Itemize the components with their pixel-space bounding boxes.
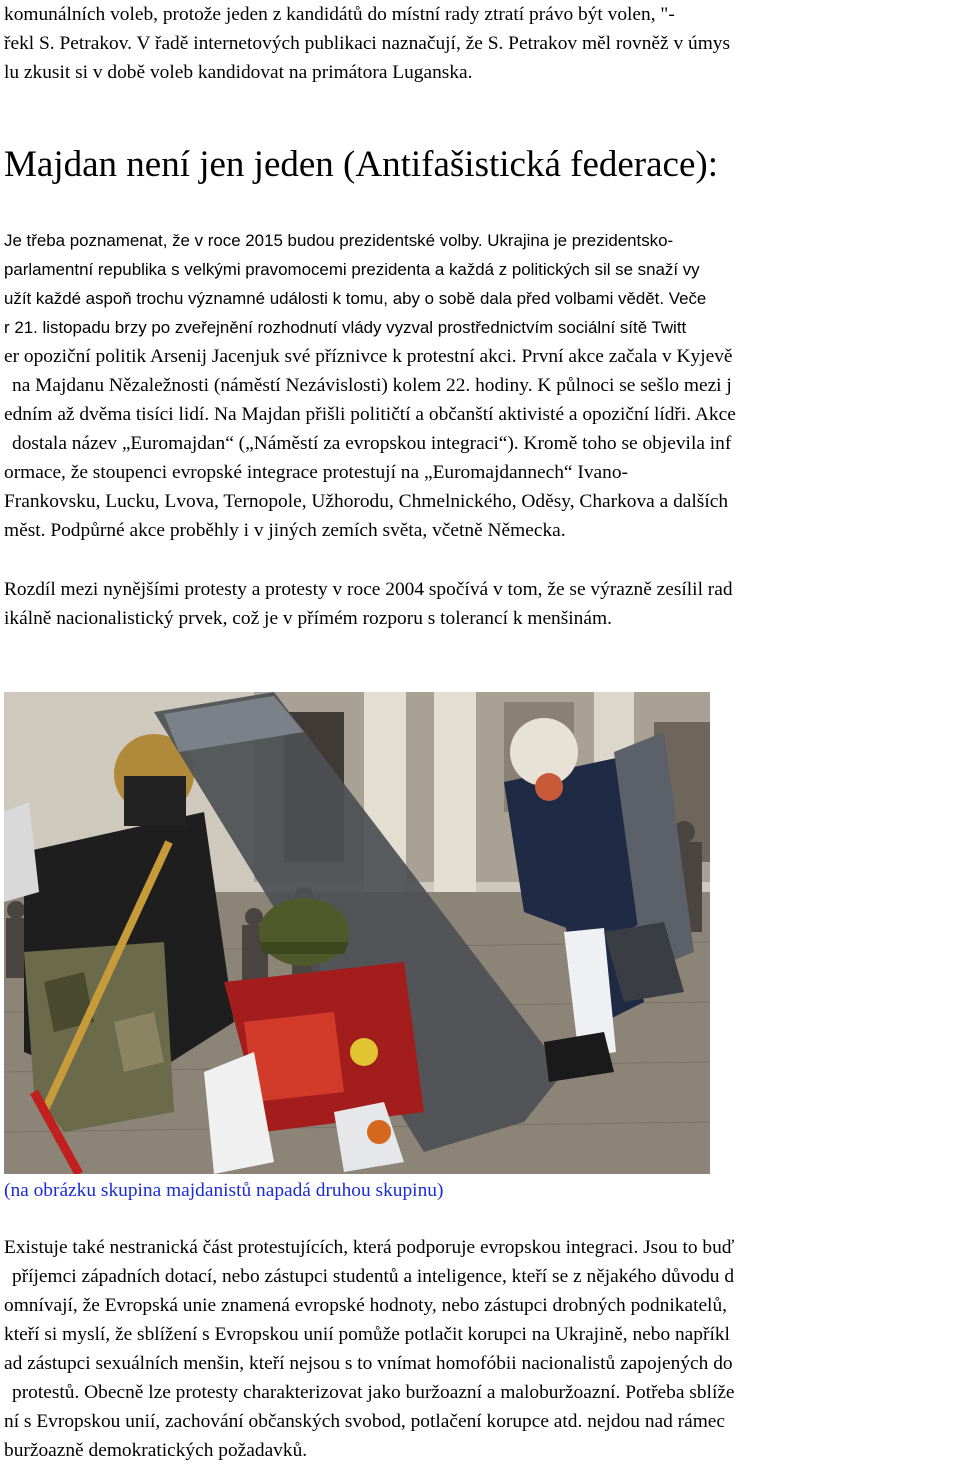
text-line: užít každé aspoň trochu významné události k tomu, aby o sobě dala před volbami vědět. Veče	[4, 289, 707, 308]
text-line: lu zkusit si v době voleb kandidovat na primátora Luganska.	[4, 62, 473, 83]
section-heading: Majdan není jen jeden (Antifašistická federace):	[4, 144, 718, 185]
text-line: ní s Evropskou unií, zachování občanských svobod, potlačení korupce atd. nejdou nad rámec	[4, 1411, 726, 1432]
paragraph-nonpartisan	[4, 1233, 958, 1465]
photo-caption: (na obrázku skupina majdanistů napadá druhou skupinu)	[4, 1180, 444, 1201]
text-line: příjemci západních dotací, nebo zástupci studentů a inteligence, kteří se z nějakého důvodu d	[12, 1266, 735, 1287]
text-line: r 21. listopadu brzy po zveřejnění rozhodnutí vlády vyzval prostřednictvím sociální sítě Twitt	[4, 318, 687, 337]
text-line: Existuje také nestranická část protestujících, která podporuje evropskou integraci. Jsou to buď	[4, 1237, 735, 1258]
paragraph-euromajdan	[4, 226, 958, 545]
text-line: Frankovsku, Lucku, Lvova, Ternopole, Užhorodu, Chmelnického, Oděsy, Charkova a dalších	[4, 491, 729, 512]
text-line: ad zástupci sexuálních menšin, kteří nejsou s to vnímat homofóbii nacionalistů zapojených do	[4, 1353, 733, 1374]
protest-photo	[4, 692, 710, 1174]
text-line: er opoziční politik Arsenij Jacenjuk své příznivce k protestní akci. První akce začala v Kyjevě	[4, 346, 733, 367]
text-line: řekl S. Petrakov. V řadě internetových publikaci naznačují, že S. Petrakov měl rovněž v úmys	[4, 33, 731, 54]
text-line: Rozdíl mezi nynějšími protesty a protesty v roce 2004 spočívá v tom, že se výrazně zesílil rad	[4, 579, 733, 600]
text-line: ormace, že stoupenci evropské integrace protestují na „Euromajdannech“ Ivano-	[4, 462, 628, 483]
text-line: na Majdanu Nězaležnosti (náměstí Nezávislosti) kolem 22. hodiny. K půlnoci se sešlo mezi j	[12, 375, 732, 396]
text-line: kteří si myslí, že sblížení s Evropskou unií pomůže potlačit korupci na Ukrajině, nebo napříkl	[4, 1324, 730, 1345]
text-line: dostala název „Euromajdan“ („Náměstí za evropskou integraci“). Kromě toho se objevila inf	[12, 433, 732, 454]
text-line: protestů. Obecně lze protesty charakterizovat jako buržoazní a maloburžoazní. Potřeba sblíže	[12, 1382, 735, 1403]
text-line: Je třeba poznamenat, že v roce 2015 budou prezidentské volby. Ukrajina je prezidentsko-	[4, 231, 674, 250]
text-line: měst. Podpůrné akce proběhly i v jiných zemích světa, včetně Německa.	[4, 520, 566, 541]
text-line: omnívají, že Evropská unie znamená evropské hodnoty, nebo zástupci drobných podnikatelů,	[4, 1295, 727, 1316]
text-line: buržoazně demokratických požadavků.	[4, 1440, 308, 1461]
text-line: parlamentní republika s velkými pravomocemi prezidenta a každá z politických sil se snaží vy	[4, 260, 700, 279]
text-line: edním až dvěma tisíci lidí. Na Majdan přišli političtí a občanští aktivisté a opoziční lídři. Akce	[4, 404, 736, 425]
intro-paragraph	[4, 0, 958, 87]
paragraph-difference	[4, 575, 958, 633]
text-line: ikálně nacionalistický prvek, což je v přímém rozporu s tolerancí k menšinám.	[4, 608, 612, 629]
text-line: komunálních voleb, protože jeden z kandidátů do místní rady ztratí právo být volen, "-	[4, 4, 675, 25]
